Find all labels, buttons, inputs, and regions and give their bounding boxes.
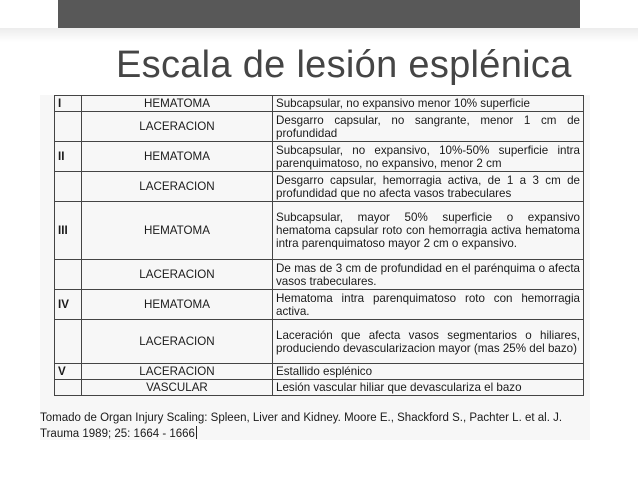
description-cell: Subcapsular, no expansivo menor 10% superficie	[273, 96, 584, 112]
table-row	[55, 202, 584, 260]
injury-type-cell: HEMATOMA	[82, 142, 273, 172]
table-row	[55, 380, 584, 396]
table-row	[55, 364, 584, 380]
injury-type-cell: LACERACION	[82, 364, 273, 380]
slide-header-bar	[58, 0, 580, 28]
description-cell: De mas de 3 cm de profundidad en el parénquima o afecta vasos trabeculares.	[273, 260, 584, 290]
table-row	[55, 320, 584, 364]
injury-type-cell: LACERACION	[82, 260, 273, 290]
grade-cell	[55, 260, 82, 290]
grade-cell	[55, 380, 82, 396]
splenic-injury-table	[54, 95, 584, 396]
injury-type-cell: LACERACION	[82, 172, 273, 202]
caption-text: Tomado de Organ Injury Scaling: Spleen, Liver and Kidney. Moore E., Shackford S., Pachter L. et al. J. Trauma 1989; 25: 1664 - 1666	[40, 412, 563, 440]
text-cursor	[196, 426, 197, 439]
description-cell: Laceración que afecta vasos segmentarios o hiliares, produciendo devascularizacion mayor (mas 25% del bazo)	[273, 320, 584, 364]
slide-title: Escala de lesión esplénica	[116, 44, 572, 86]
grade-cell: V	[55, 364, 82, 380]
description-cell: Desgarro capsular, no sangrante, menor 1 cm de profundidad	[273, 112, 584, 142]
grade-cell	[55, 112, 82, 142]
description-cell: Lesión vascular hiliar que devasculariza el bazo	[273, 380, 584, 396]
grade-cell: I	[55, 96, 82, 112]
grade-cell	[55, 320, 82, 364]
grade-cell	[55, 172, 82, 202]
description-cell: Estallido esplénico	[273, 364, 584, 380]
injury-type-cell: HEMATOMA	[82, 96, 273, 112]
table-row	[55, 290, 584, 320]
table-row	[55, 260, 584, 290]
description-cell: Subcapsular, mayor 50% superficie o expansivo hematoma capsular roto con hemorragia activa hematoma intra parenquimatoso mayor 2 cm o expansivo.	[273, 202, 584, 260]
grade-cell: II	[55, 142, 82, 172]
grade-cell: IV	[55, 290, 82, 320]
slide-header-shadow	[0, 28, 638, 42]
injury-type-cell: HEMATOMA	[82, 290, 273, 320]
table-row	[55, 112, 584, 142]
table-row	[55, 96, 584, 112]
source-caption	[40, 410, 590, 442]
injury-type-cell: LACERACION	[82, 320, 273, 364]
description-cell: Subcapsular, no expansivo, 10%-50% superficie intra parenquimatoso, no expansivo, menor 2 cm	[273, 142, 584, 172]
injury-type-cell: VASCULAR	[82, 380, 273, 396]
injury-type-cell: HEMATOMA	[82, 202, 273, 260]
grade-cell: III	[55, 202, 82, 260]
table-row	[55, 142, 584, 172]
table-row	[55, 172, 584, 202]
description-cell: Hematoma intra parenquimatoso roto con hemorragia activa.	[273, 290, 584, 320]
injury-type-cell: LACERACION	[82, 112, 273, 142]
description-cell: Desgarro capsular, hemorragia activa, de 1 a 3 cm de profundidad que no afecta vasos trabeculares	[273, 172, 584, 202]
